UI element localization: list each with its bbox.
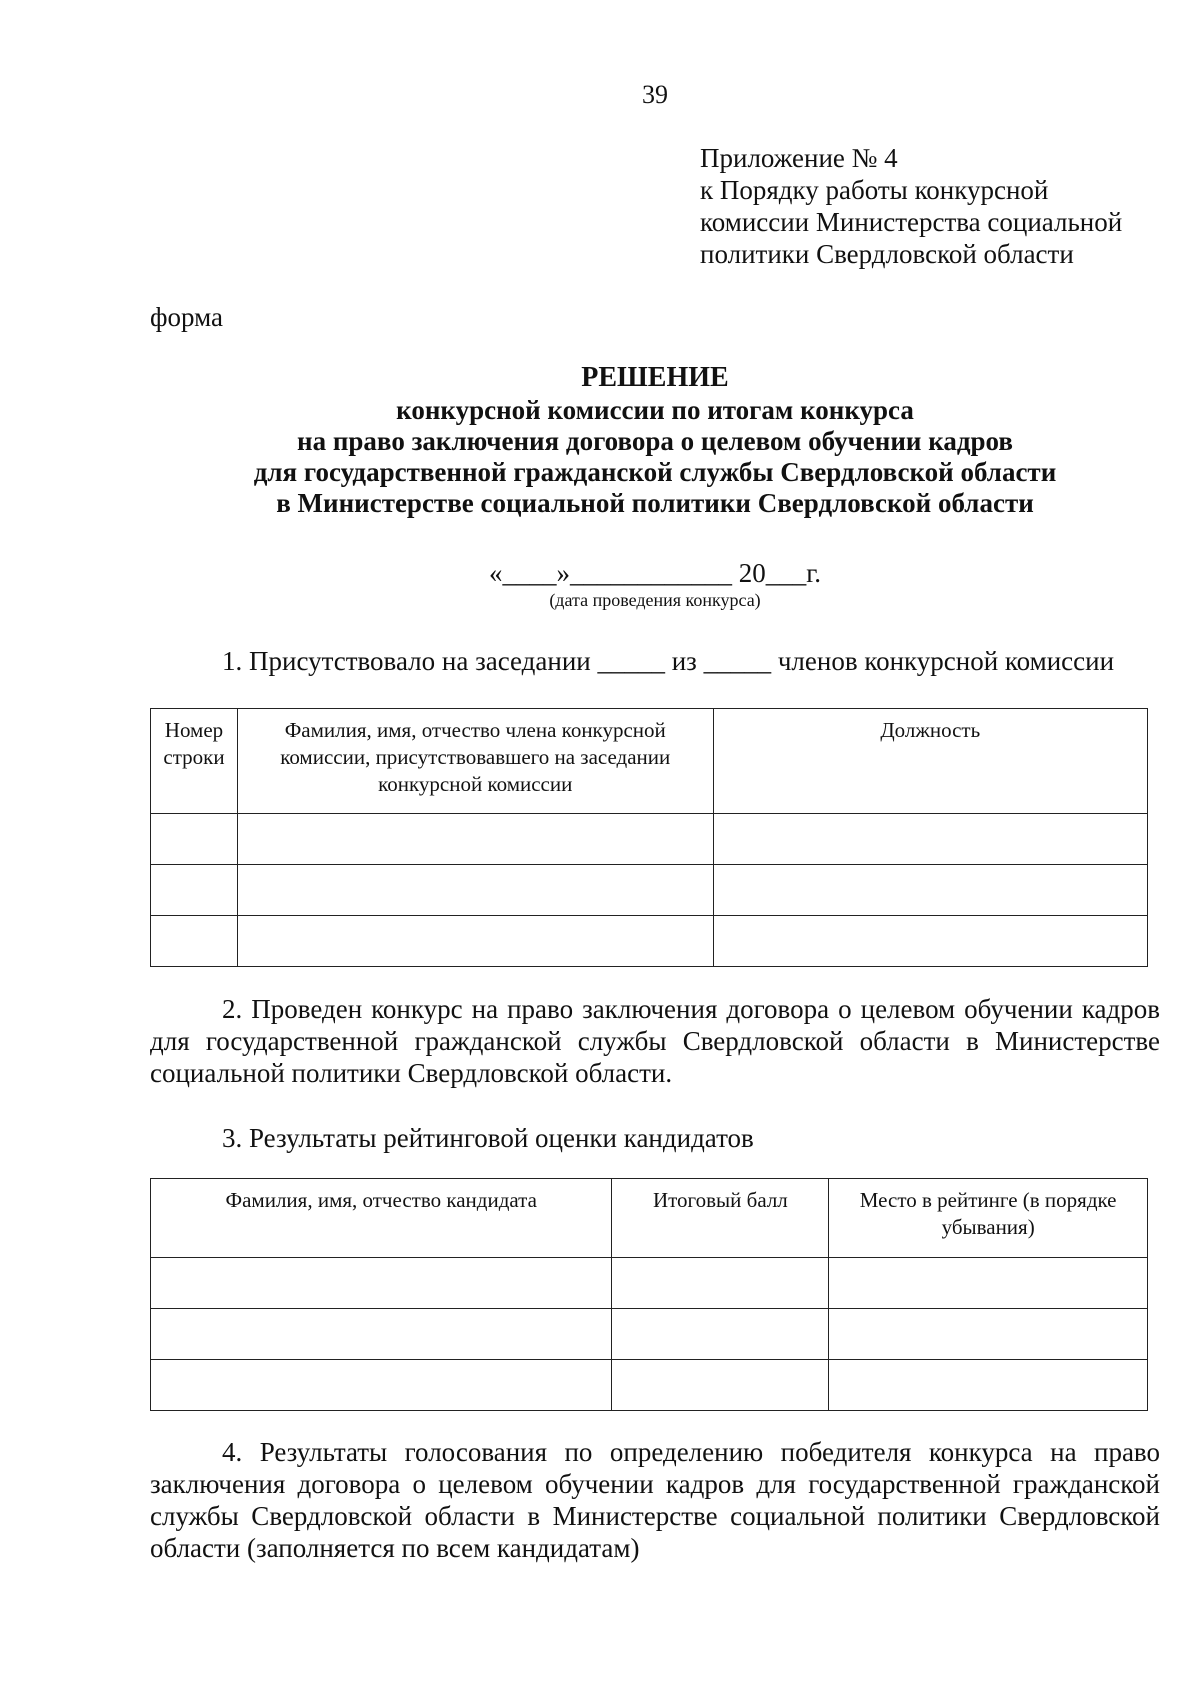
page-number: 39 xyxy=(642,80,668,109)
table-cell[interactable] xyxy=(151,1309,612,1360)
table-cell[interactable] xyxy=(612,1258,829,1309)
section-2-text: 2. Проведен конкурс на право заключения договора о целевом обучении кадров для государственной гражданской службы Свердловской области в Министерстве социальной политики Свердловской области. xyxy=(150,994,1160,1088)
appendix-block xyxy=(700,142,1122,270)
table-cell[interactable] xyxy=(237,814,713,865)
appendix-line: комиссии Министерства социальной xyxy=(700,207,1123,237)
table-cell[interactable] xyxy=(713,916,1148,967)
table-row xyxy=(151,916,1148,967)
members-table xyxy=(150,708,1148,967)
header-cell: Должность xyxy=(713,709,1148,814)
header-cell: Итоговый балл xyxy=(612,1179,829,1258)
date-caption: (дата проведения конкурса) xyxy=(549,590,761,610)
section-1-text: 1. Присутствовало на заседании _____ из _____ членов конкурсной комиссии xyxy=(222,646,1115,676)
table-cell[interactable] xyxy=(713,814,1148,865)
date-line: «____»____________ 20___г. xyxy=(488,558,822,588)
section-4-text: 4. Результаты голосования по определению победителя конкурса на право заключения договора о целевом обучении кадров для государственной гражданской службы Свердловской области в Министерстве социальной политики Свердловской области (заполняется по всем кандидатам) xyxy=(150,1437,1160,1563)
table-cell[interactable] xyxy=(713,865,1148,916)
table-cell[interactable] xyxy=(151,1360,612,1411)
table-row xyxy=(151,814,1148,865)
appendix-line: к Порядку работы конкурсной xyxy=(700,175,1049,205)
header-cell: Место в рейтинге (в порядке убывания) xyxy=(829,1179,1148,1258)
table-header-row xyxy=(151,1179,1148,1258)
table-cell[interactable] xyxy=(829,1360,1148,1411)
title-main: РЕШЕНИЕ xyxy=(581,362,729,393)
forma-label: форма xyxy=(150,302,223,332)
table-cell[interactable] xyxy=(151,916,238,967)
section-3-text: 3. Результаты рейтинговой оценки кандидатов xyxy=(222,1123,754,1153)
header-cell: Фамилия, имя, отчество члена конкурсной комиссии, присутствовавшего на заседании конкурсной комиссии xyxy=(237,709,713,814)
title-line: в Министерстве социальной политики Свердловской области xyxy=(276,488,1034,518)
header-cell: Номер строки xyxy=(151,709,238,814)
table-cell[interactable] xyxy=(612,1360,829,1411)
appendix-line: политики Свердловской области xyxy=(700,239,1074,269)
table-row xyxy=(151,1258,1148,1309)
table-cell[interactable] xyxy=(151,865,238,916)
table-cell[interactable] xyxy=(151,1258,612,1309)
table-row xyxy=(151,865,1148,916)
table-cell[interactable] xyxy=(237,916,713,967)
title-line: конкурсной комиссии по итогам конкурса xyxy=(396,395,914,425)
table-header-row xyxy=(151,709,1148,814)
table-cell[interactable] xyxy=(829,1258,1148,1309)
table-row xyxy=(151,1360,1148,1411)
table-cell[interactable] xyxy=(829,1309,1148,1360)
title-line: на право заключения договора о целевом обучении кадров xyxy=(297,426,1013,456)
table-cell[interactable] xyxy=(237,865,713,916)
document-title xyxy=(150,362,1160,519)
rating-table xyxy=(150,1178,1148,1411)
appendix-line: Приложение № 4 xyxy=(700,143,898,173)
table-cell[interactable] xyxy=(151,814,238,865)
header-cell: Фамилия, имя, отчество кандидата xyxy=(151,1179,612,1258)
table-row xyxy=(151,1309,1148,1360)
table-cell[interactable] xyxy=(612,1309,829,1360)
title-line: для государственной гражданской службы Свердловской области xyxy=(253,457,1057,487)
